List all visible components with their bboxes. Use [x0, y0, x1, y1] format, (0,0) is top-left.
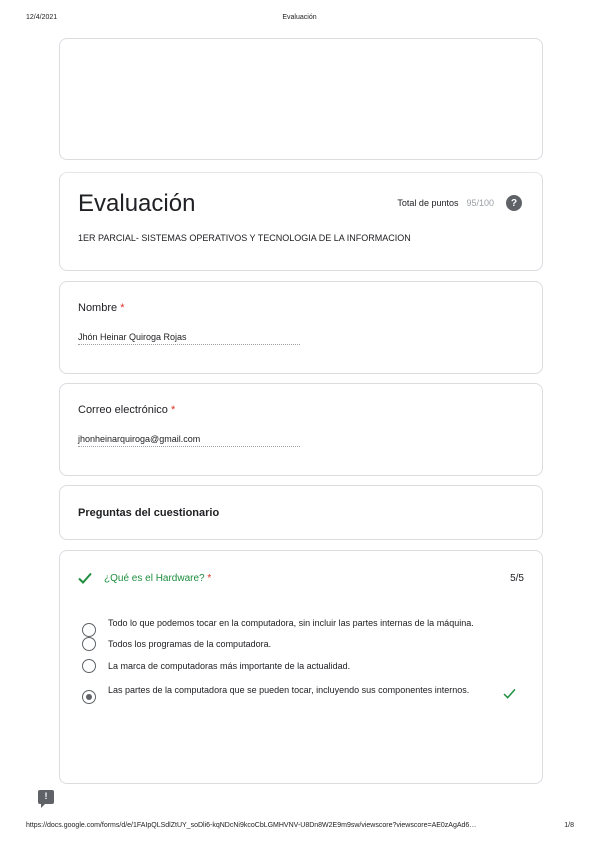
- question-title: ¿Qué es el Hardware? *: [104, 573, 212, 584]
- question-score: 5/5: [510, 573, 524, 584]
- form-title: Evaluación: [78, 190, 196, 217]
- answer-option[interactable]: [82, 638, 522, 650]
- option-label: Las partes de la computadora que se pueden tocar, incluyendo sus componentes internos.: [108, 685, 470, 695]
- print-footer: [26, 822, 574, 834]
- print-title: Evaluación: [282, 14, 317, 21]
- question-header: [78, 571, 524, 587]
- required-asterisk: *: [207, 573, 212, 584]
- report-feedback-icon[interactable]: !: [38, 790, 54, 804]
- answer-option[interactable]: [82, 617, 522, 629]
- answer-option-selected[interactable]: [82, 684, 522, 696]
- section-title: Preguntas del cuestionario: [78, 507, 220, 519]
- option-label: Todo lo que podemos tocar en la computadora, sin incluir las partes internas de la máquina.: [108, 618, 474, 628]
- header-banner-card: [59, 38, 543, 160]
- radio-button[interactable]: [82, 659, 96, 673]
- name-field-card: [59, 281, 543, 374]
- page-number: 1/8: [564, 822, 574, 829]
- answer-options: [82, 617, 522, 696]
- form-description: 1ER PARCIAL- SISTEMAS OPERATIVOS Y TECNOLOGIA DE LA INFORMACION: [78, 233, 411, 243]
- form-title-card: [59, 172, 543, 271]
- points-value: 95/100: [466, 198, 494, 208]
- help-icon[interactable]: ?: [506, 195, 522, 211]
- email-label: Correo electrónico *: [78, 404, 176, 416]
- answer-option[interactable]: [82, 660, 522, 672]
- correct-answer-check-icon: [503, 688, 516, 699]
- correct-check-icon: [78, 572, 92, 584]
- radio-button-selected[interactable]: [82, 690, 96, 704]
- radio-button[interactable]: [82, 623, 96, 637]
- print-date: 12/4/2021: [26, 14, 58, 21]
- name-field: Jhón Heinar Quiroga Rojas: [78, 332, 300, 345]
- print-header: [0, 14, 599, 26]
- email-field: jhonheinarquiroga@gmail.com: [78, 434, 300, 447]
- required-asterisk: *: [120, 302, 125, 314]
- option-label: Todos los programas de la computadora.: [108, 639, 272, 649]
- question-card: [59, 550, 543, 784]
- section-header-card: [59, 485, 543, 540]
- email-field-card: [59, 383, 543, 476]
- radio-button[interactable]: [82, 637, 96, 651]
- print-url: https://docs.google.com/forms/d/e/1FAIpQLSdlZtUY_soDli6-kqNDcNi9kcoCbLGMHVNV-U8Dn8W2E9m9sw/viewscore?viewscore=AE0zAgAd6…: [26, 822, 477, 829]
- total-points: [397, 195, 522, 211]
- points-label: Total de puntos: [397, 198, 459, 208]
- required-asterisk: *: [170, 404, 176, 416]
- name-label: Nombre *: [78, 302, 125, 314]
- option-label: La marca de computadoras más importante de la actualidad.: [108, 661, 351, 671]
